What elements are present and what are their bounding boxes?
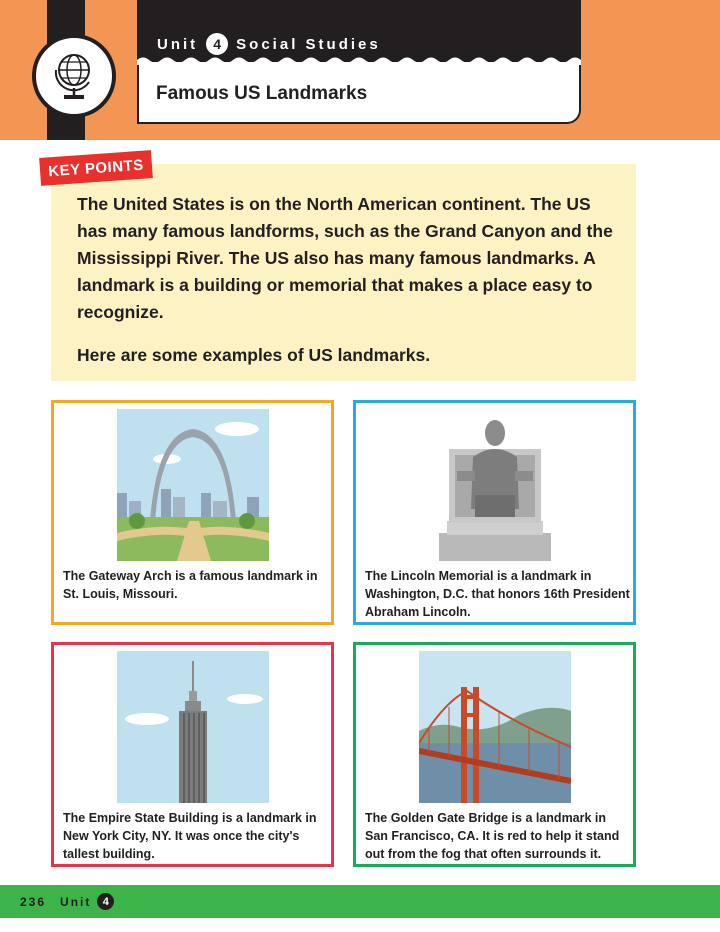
key-points-paragraph: The United States is on the North American continent. The US has many famous landforms, such as the Grand Canyon and the Mississippi River. The US also has many famous landmarks. A landmark is a building or memorial that makes a place easy to recognize. [77, 194, 613, 322]
golden-gate-bridge-illustration [419, 651, 571, 803]
landmark-card-empire-state-building [51, 642, 334, 867]
lincoln-memorial-illustration [419, 409, 571, 561]
subject-label: Social Studies [236, 35, 381, 53]
landmark-caption: The Golden Gate Bridge is a landmark in San Francisco, CA. It is red to help it stand out from the fog that often surrounds it. [365, 811, 620, 861]
key-points-examples: Here are some examples of US landmarks. [77, 345, 431, 365]
page-title: Famous US Landmarks [156, 83, 368, 104]
landmark-caption: The Lincoln Memorial is a landmark in Washington, D.C. that honors 16th President Abraham Lincoln. [365, 569, 630, 619]
unit-number-badge: 4 [206, 33, 228, 55]
title-box [137, 62, 581, 124]
landmark-caption: The Gateway Arch is a famous landmark in St. Louis, Missouri. [63, 569, 318, 601]
key-points-tag: KEY POINTS [39, 150, 153, 186]
globe-icon [32, 34, 116, 118]
landmark-caption: The Empire State Building is a landmark in New York City, NY. It was once the city's tallest building. [63, 811, 317, 861]
landmark-card-lincoln-memorial [353, 400, 636, 625]
gateway-arch-illustration [117, 409, 269, 561]
landmark-card-gateway-arch [51, 400, 334, 625]
wavy-edge [137, 55, 581, 65]
unit-label [157, 33, 381, 55]
unit-word: Unit [157, 35, 199, 53]
empire-state-building-illustration [117, 651, 269, 803]
landmark-card-golden-gate-bridge [353, 642, 636, 867]
footer-unit-badge: 4 [97, 893, 114, 910]
unit-banner [137, 0, 581, 62]
footer-unit-word: Unit [60, 894, 92, 909]
page-footer [20, 893, 114, 910]
page-number: 236 [20, 894, 47, 909]
